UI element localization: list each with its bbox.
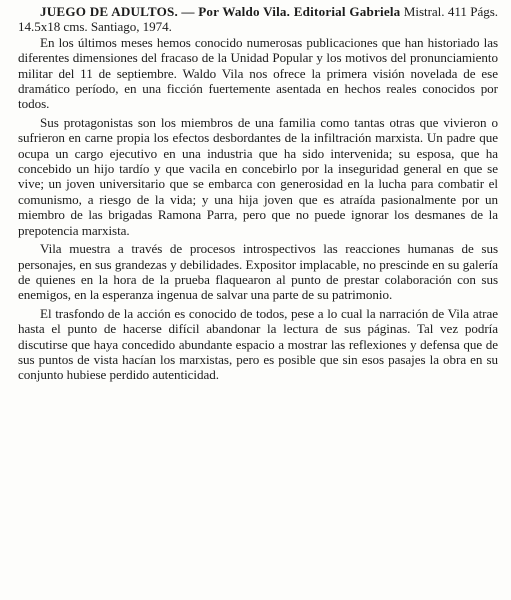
review-paragraph-2: Sus protagonistas son los miembros de una familia como tantas otras que vivieron o sufrieron en carne propia los efectos desbordantes de la infiltración marxista. Un padre que ocupa un cargo ejecutivo en una industria que ha sido intervenida; su esposa, que ha concebido un hijo tardío y que vacila en concebirlo por la inseguridad general en que se vive; un joven universitario que se embarca con generosidad en la lucha para combatir el comunismo, a riesgo de la vida; y una hija joven que es atraída pasionalmente por un miembro de las brigadas Ramona Parra, pero que no puede ignorar los desmanes de la prepotencia marxista. xyxy=(18,114,498,238)
review-paragraph-1: En los últimos meses hemos conocido numerosas publicaciones que han historiado las diferentes dimensiones del fracaso de la Unidad Popular y los motivos del pronunciamiento militar del 11 de septiembre. Waldo Vila nos ofrece la primera visión novelada de ese dramático período, en una ficción fuertemente asentada en hechos reales conocidos por todos. xyxy=(18,34,498,112)
book-review xyxy=(18,4,498,383)
review-heading xyxy=(18,4,498,35)
review-paragraph-4: El trasfondo de la acción es conocido de todos, pese a lo cual la narración de Vila atrae hasta el punto de hacerse difícil abandonar la lectura de sus páginas. Tal vez podría discutirse que haya concedido abundante espacio a mostrar las reflexiones y defensa que de sus puntos de vista hacían los marxistas, pero es posible que sin esos pasajes la obra en su conjunto hubiese perdido autenticidad. xyxy=(18,305,498,383)
bibliographic-details: Mistral. 411 Págs. 14.5x18 cms. Santiago, 1974. xyxy=(18,4,498,35)
book-title: JUEGO DE ADULTOS. xyxy=(40,4,178,19)
review-paragraph-3: Vila muestra a través de procesos introspectivos las reacciones humanas de sus personajes, en sus grandezas y debilidades. Expositor implacable, no prescinde en su galería de quienes en la hora de la prueba flaquearon al punto de prestar colaboración con sus enemigos, en la esperanza ingenua de salvar una parte de su patrimonio. xyxy=(18,241,498,303)
author-publisher: — Por Waldo Vila. Editorial Gabriela xyxy=(181,4,401,19)
